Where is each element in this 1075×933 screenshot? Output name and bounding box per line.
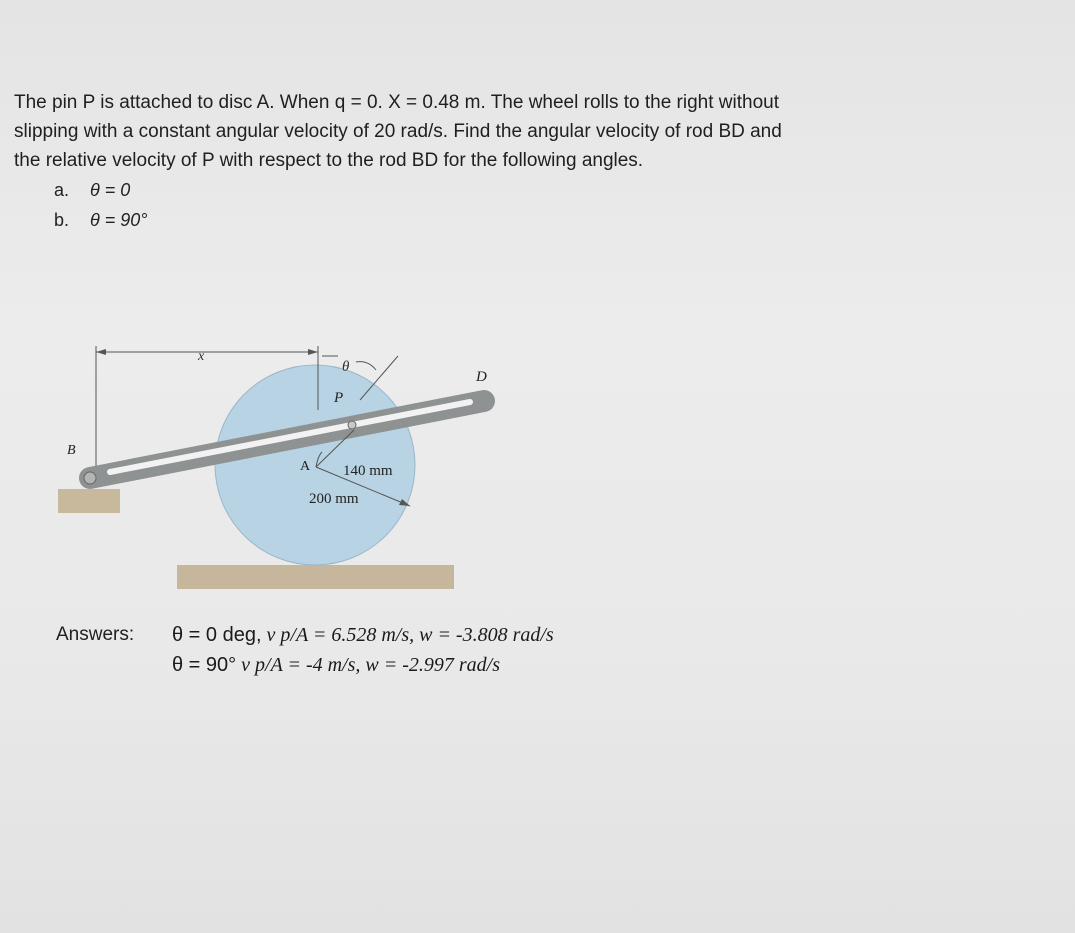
part-b-expr: θ = 90° — [90, 210, 148, 230]
answer-1-theta: θ = 0 deg, — [172, 624, 262, 646]
mechanism-figure — [40, 330, 510, 600]
label-D: D — [476, 369, 487, 385]
problem-line-1: The pin P is attached to disc A. When q = 0. X = 0.48 m. The wheel rolls to the right without — [14, 92, 780, 113]
support-block — [58, 489, 120, 513]
x-arrow-left — [96, 349, 106, 355]
ground-strip — [177, 565, 454, 589]
label-P: P — [334, 390, 344, 406]
answer-row-2 — [172, 654, 500, 677]
problem-line-2: slipping with a constant angular velocity of 20 rad/s. Find the angular velocity of rod BD and — [14, 121, 782, 142]
label-theta: θ — [342, 359, 350, 375]
answer-1-values: v p/A = 6.528 m/s, w = -3.808 rad/s — [266, 624, 554, 646]
pin-b — [84, 472, 96, 484]
label-140mm: 140 mm — [343, 463, 393, 479]
label-200mm: 200 mm — [309, 491, 359, 507]
label-B: B — [67, 443, 76, 458]
problem-statement — [14, 88, 944, 175]
part-a — [54, 180, 130, 201]
part-a-label: a. — [54, 180, 70, 200]
answer-2-theta: θ = 90° — [172, 654, 237, 676]
label-x: x — [198, 349, 205, 364]
answer-row-1 — [172, 624, 554, 647]
answer-2-values: v p/A = -4 m/s, w = -2.997 rad/s — [241, 654, 501, 676]
label-A: A — [300, 459, 311, 474]
problem-line-3: the relative velocity of P with respect to the rod BD for the following angles. — [14, 150, 644, 171]
theta-arc — [356, 362, 376, 370]
pin-p — [348, 421, 356, 429]
x-arrow-right — [308, 349, 318, 355]
part-b — [54, 210, 148, 231]
part-a-expr: θ = 0 — [90, 180, 131, 200]
part-b-label: b. — [54, 210, 70, 230]
answers-label: Answers: — [56, 624, 135, 645]
